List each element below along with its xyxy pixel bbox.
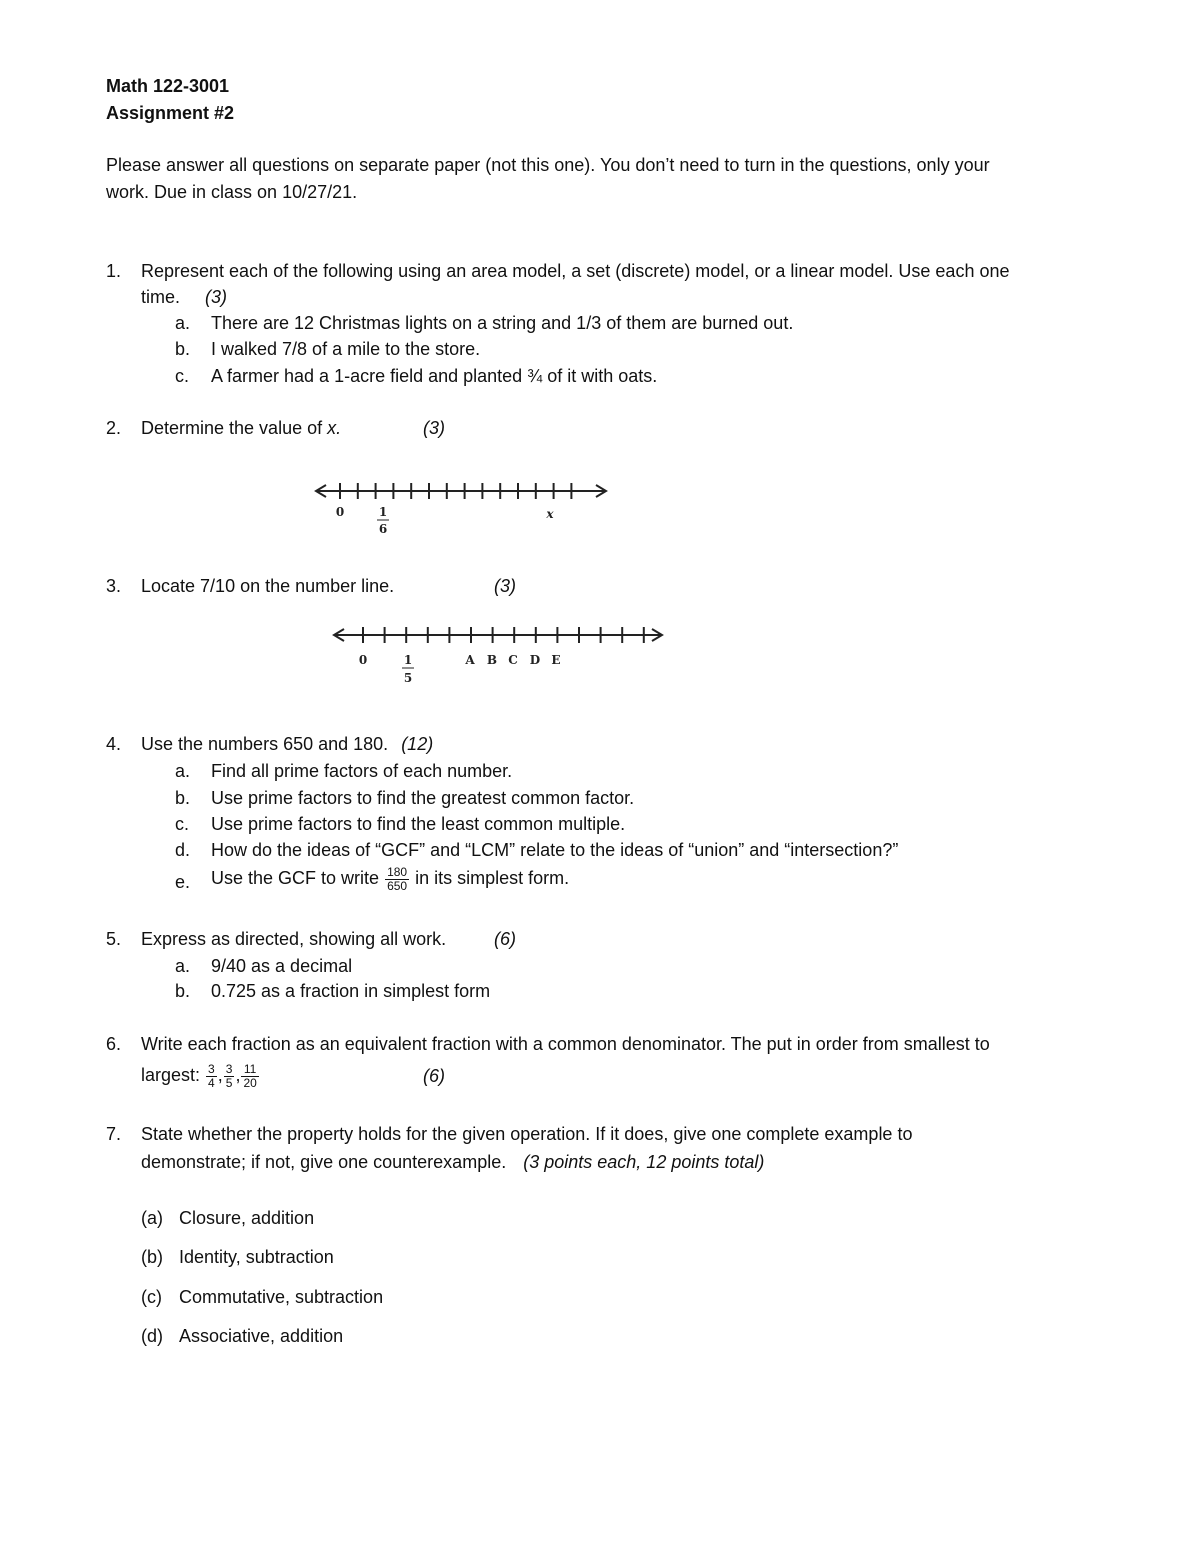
q4-item-d-text: How do the ideas of “GCF” and “LCM” relate to the ideas of “union” and “intersection?” <box>211 840 899 860</box>
q3-label-zero: 0 <box>358 653 368 667</box>
q6-points: (6) <box>423 1066 445 1086</box>
q7-text-line-2 <box>141 1151 764 1173</box>
q6-fraction-2 <box>224 1063 235 1090</box>
q4-item-b-text: Use prime factors to find the greatest common factor. <box>211 788 635 808</box>
q2-variable: x. <box>327 418 342 438</box>
q6-fraction-3 <box>241 1063 258 1090</box>
q2-number-line <box>310 476 620 542</box>
q1-item-b-text: I walked 7/8 of a mile to the store. <box>211 339 481 359</box>
q1-item-c-text: A farmer had a 1-acre field and planted ¾ of it with oats. <box>211 366 658 386</box>
q1-text-line-2 <box>141 286 227 308</box>
q1-text-time: time. <box>141 287 181 307</box>
q4-item-c-letter: c. <box>175 814 190 834</box>
q7-item-d-letter: (d) <box>141 1326 163 1346</box>
q7-text-line-1: State whether the property holds for the given operation. If it does, give one complete example to <box>141 1124 913 1144</box>
q5-item-b-letter: b. <box>175 981 191 1001</box>
q6-comma-2: , <box>235 1065 241 1085</box>
q7-number: 7. <box>106 1124 122 1144</box>
q2-text-line <box>141 417 341 439</box>
q7-points: (3 points each, 12 points total) <box>523 1152 765 1172</box>
q4-item-e-before: Use the GCF to write <box>211 868 380 888</box>
q3-label-e: E <box>551 653 561 667</box>
q2-label-frac-den: 6 <box>378 522 388 536</box>
q3-label-frac-num: 1 <box>403 653 413 667</box>
q3-points: (3) <box>494 576 516 596</box>
q3-label-b: B <box>486 653 498 667</box>
q4-item-b-letter: b. <box>175 788 191 808</box>
q6-text-line-1: Write each fraction as an equivalent fraction with a common denominator. The put in order from smallest to <box>141 1034 990 1054</box>
q6-fraction-3-num: 11 <box>241 1063 258 1077</box>
instructions-line-2: work. Due in class on 10/27/21. <box>106 182 358 202</box>
q4-item-e-numerator: 180 <box>387 864 408 879</box>
q4-item-e-fraction <box>385 866 409 893</box>
q3-label-a: A <box>465 653 475 667</box>
q2-label-x: x <box>546 507 554 521</box>
q6-largest-label: largest: <box>141 1065 201 1085</box>
q1-item-c-letter: c. <box>175 366 190 386</box>
q4-item-d-letter: d. <box>175 840 191 860</box>
q4-points: (12) <box>401 734 434 754</box>
instructions-line-1: Please answer all questions on separate paper (not this one). You don’t need to turn in the questions, only your <box>106 155 990 175</box>
q3-number: 3. <box>106 576 122 596</box>
q2-label-frac-num: 1 <box>378 505 388 519</box>
q3-label-c: C <box>508 653 518 667</box>
q5-item-a-text: 9/40 as a decimal <box>211 956 353 976</box>
q6-fraction-1-num: 3 <box>208 1061 215 1076</box>
q2-number: 2. <box>106 418 122 438</box>
q7-item-d-text: Associative, addition <box>179 1326 344 1346</box>
q6-text-line-2 <box>141 1057 260 1093</box>
q2-label-zero: 0 <box>335 505 345 519</box>
q3-label-frac-den: 5 <box>403 671 413 685</box>
q6-fraction-1 <box>206 1063 217 1090</box>
q4-item-e-text <box>211 862 569 894</box>
q4-item-e-letter: e. <box>175 872 191 892</box>
q7-item-a-letter: (a) <box>141 1208 163 1228</box>
q5-text: Express as directed, showing all work. <box>141 929 447 949</box>
q2-points: (3) <box>423 418 445 438</box>
q4-item-a-letter: a. <box>175 761 191 781</box>
q5-item-a-letter: a. <box>175 956 191 976</box>
q4-item-c-text: Use prime factors to find the least common multiple. <box>211 814 626 834</box>
q4-text-line <box>141 733 433 755</box>
q1-number: 1. <box>106 261 122 281</box>
q4-number: 4. <box>106 734 122 754</box>
q7-item-a-text: Closure, addition <box>179 1208 315 1228</box>
q3-label-d: D <box>529 653 541 667</box>
q7-item-c-letter: (c) <box>141 1287 162 1307</box>
q6-number: 6. <box>106 1034 122 1054</box>
q6-fraction-2-den: 5 <box>225 1075 233 1090</box>
q4-item-e-after: in its simplest form. <box>415 868 570 888</box>
assignment-title: Assignment #2 <box>106 103 235 123</box>
q1-item-a-text: There are 12 Christmas lights on a string and 1/3 of them are burned out. <box>211 313 794 333</box>
q4-item-e-denominator: 650 <box>387 878 408 893</box>
q1-item-a-letter: a. <box>175 313 191 333</box>
q7-item-c-text: Commutative, subtraction <box>179 1287 384 1307</box>
q6-comma-1: , <box>217 1065 223 1085</box>
q7-text-demonstrate: demonstrate; if not, give one counterexample. <box>141 1152 507 1172</box>
q7-item-b-text: Identity, subtraction <box>179 1247 334 1267</box>
q1-text-line-1: Represent each of the following using an area model, a set (discrete) model, or a linear model. Use each one <box>141 261 1010 281</box>
q7-item-b-letter: (b) <box>141 1247 163 1267</box>
q6-fraction-2-num: 3 <box>225 1061 233 1076</box>
q6-fraction-1-den: 4 <box>208 1075 215 1090</box>
course-title: Math 122-3001 <box>106 76 230 96</box>
q3-number-line <box>328 620 673 690</box>
q5-number: 5. <box>106 929 122 949</box>
q2-text: Determine the value of <box>141 418 323 438</box>
q1-item-b-letter: b. <box>175 339 191 359</box>
q3-text: Locate 7/10 on the number line. <box>141 576 395 596</box>
q6-fraction-3-den: 20 <box>243 1075 257 1090</box>
q4-text: Use the numbers 650 and 180. <box>141 734 389 754</box>
q1-points: (3) <box>205 287 228 307</box>
q4-item-a-text: Find all prime factors of each number. <box>211 761 513 781</box>
q5-points: (6) <box>494 929 516 949</box>
q5-item-b-text: 0.725 as a fraction in simplest form <box>211 981 491 1001</box>
